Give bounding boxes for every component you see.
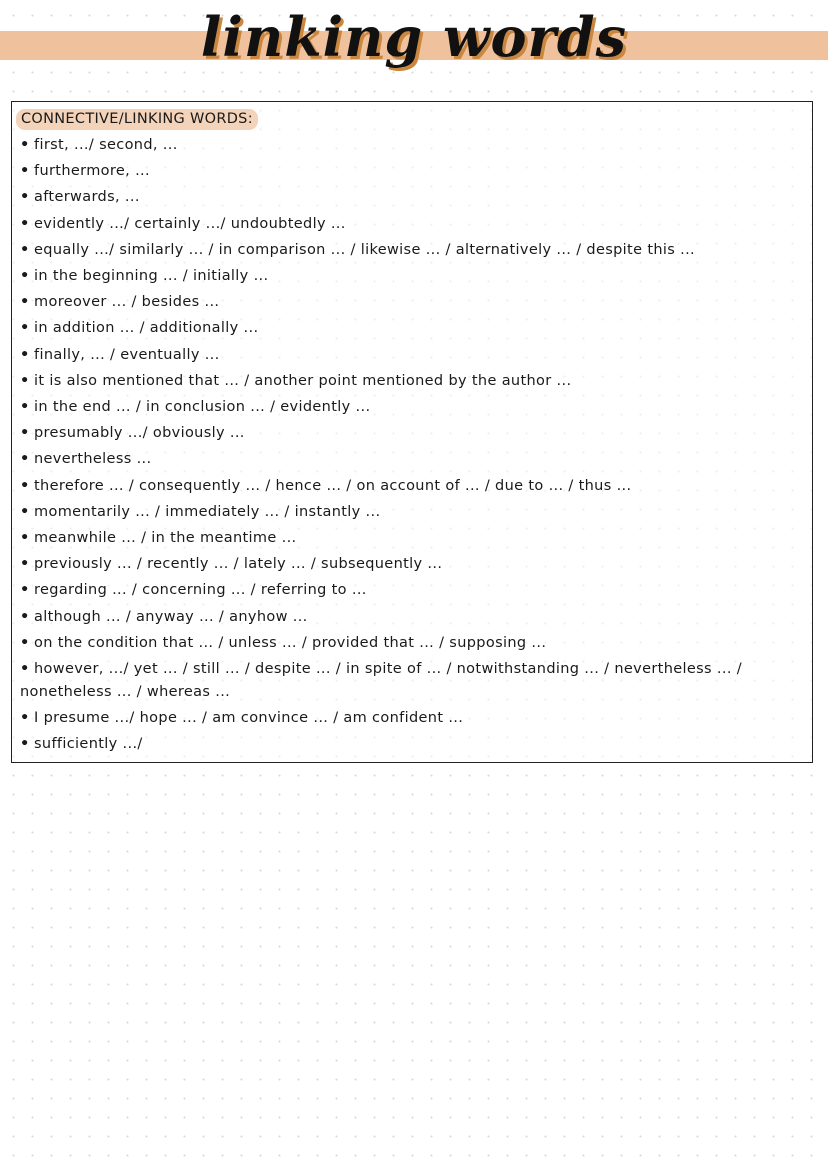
list-item: [20, 499, 800, 525]
list-item-text: although ... / anyway ... / anyhow ...: [34, 608, 308, 625]
list-item: [20, 289, 800, 315]
list-item-text: however, .../ yet ... / still ... / despite ... / in spite of ... / notwithstanding ... / nevertheless ... / nonetheless ... / whereas ...: [20, 660, 742, 700]
list-item-text: meanwhile ... / in the meantime ...: [34, 530, 297, 547]
bullet-icon: •: [20, 477, 30, 494]
bullet-icon: •: [20, 268, 30, 285]
bullet-icon: •: [20, 608, 30, 625]
list-item: [20, 473, 800, 499]
bullet-icon: •: [20, 710, 30, 727]
list-item-text: evidently .../ certainly .../ undoubtedly ...: [34, 215, 346, 232]
list-item-text: presumably .../ obviously ...: [34, 425, 245, 442]
list-item-text: momentarily ... / immediately ... / instantly ...: [34, 503, 381, 520]
bullet-icon: •: [20, 660, 30, 677]
list-item: [20, 315, 800, 341]
section-heading: CONNECTIVE/LINKING WORDS:: [16, 109, 258, 130]
list-item-text: I presume .../ hope ... / am convince ... / am confident ...: [34, 710, 464, 727]
list-item: [20, 525, 800, 551]
bullet-icon: •: [20, 530, 30, 547]
list-item: [20, 446, 800, 472]
list-item-text: regarding ... / concerning ... / referring to ...: [34, 582, 367, 599]
list-item-text: finally, ... / eventually ...: [34, 346, 220, 363]
list-item: [20, 731, 800, 757]
list-item-text: therefore ... / consequently ... / hence ... / on account of ... / due to ... / thus ...: [34, 477, 632, 494]
list-item-text: first, .../ second, ...: [34, 137, 178, 153]
list-item-text: previously ... / recently ... / lately ... / subsequently ...: [34, 556, 443, 573]
bullet-icon: •: [20, 556, 30, 573]
list-item: [20, 630, 800, 656]
list-item: [12, 656, 800, 705]
bullet-icon: •: [20, 294, 30, 311]
list-item: [20, 342, 800, 368]
list-item-text: afterwards, ...: [34, 189, 140, 206]
bullet-icon: •: [20, 346, 30, 363]
list-item-text: in the beginning ... / initially ...: [34, 268, 269, 285]
list-item: [20, 577, 800, 603]
bullet-icon: •: [20, 137, 30, 153]
list-item: [20, 420, 800, 446]
bullet-icon: •: [20, 399, 30, 416]
bullet-icon: •: [20, 163, 30, 180]
list-item: [20, 211, 800, 237]
bullet-icon: •: [20, 425, 30, 442]
list-item: [20, 368, 800, 394]
bullet-icon: •: [20, 189, 30, 206]
list-item: [20, 184, 800, 210]
list-item: [20, 551, 800, 577]
list-item-text: sufficiently .../: [34, 736, 143, 753]
page-title: linking words: [200, 5, 628, 69]
list-item-text: in addition ... / additionally ...: [34, 320, 259, 337]
list-item-text: it is also mentioned that ... / another point mentioned by the author ...: [34, 372, 572, 389]
list-item: [20, 263, 800, 289]
bullet-icon: •: [20, 634, 30, 651]
bullet-icon: •: [20, 736, 30, 753]
list-item: [20, 237, 800, 263]
bullet-icon: •: [20, 451, 30, 468]
bullet-icon: •: [20, 320, 30, 337]
list-item: [20, 158, 800, 184]
list-item-text: nevertheless ...: [34, 451, 152, 468]
list-item-text: furthermore, ...: [34, 163, 150, 180]
list-item-text: on the condition that ... / unless ... / provided that ... / supposing ...: [34, 634, 547, 651]
bullet-icon: •: [20, 241, 30, 258]
list-item: [20, 705, 800, 731]
bullet-icon: •: [20, 503, 30, 520]
list-item: [20, 394, 800, 420]
list-item-text: moreover ... / besides ...: [34, 294, 220, 311]
linking-words-list: [20, 132, 800, 757]
bullet-icon: •: [20, 582, 30, 599]
list-item-text: equally .../ similarly ... / in comparison ... / likewise ... / alternatively ... / despite this ...: [34, 241, 696, 258]
list-item-text: in the end ... / in conclusion ... / evidently ...: [34, 399, 371, 416]
bullet-icon: •: [20, 372, 30, 389]
bullet-icon: •: [20, 215, 30, 232]
linking-words-box: [11, 101, 813, 763]
list-item: [20, 604, 800, 630]
list-item: [20, 132, 800, 158]
